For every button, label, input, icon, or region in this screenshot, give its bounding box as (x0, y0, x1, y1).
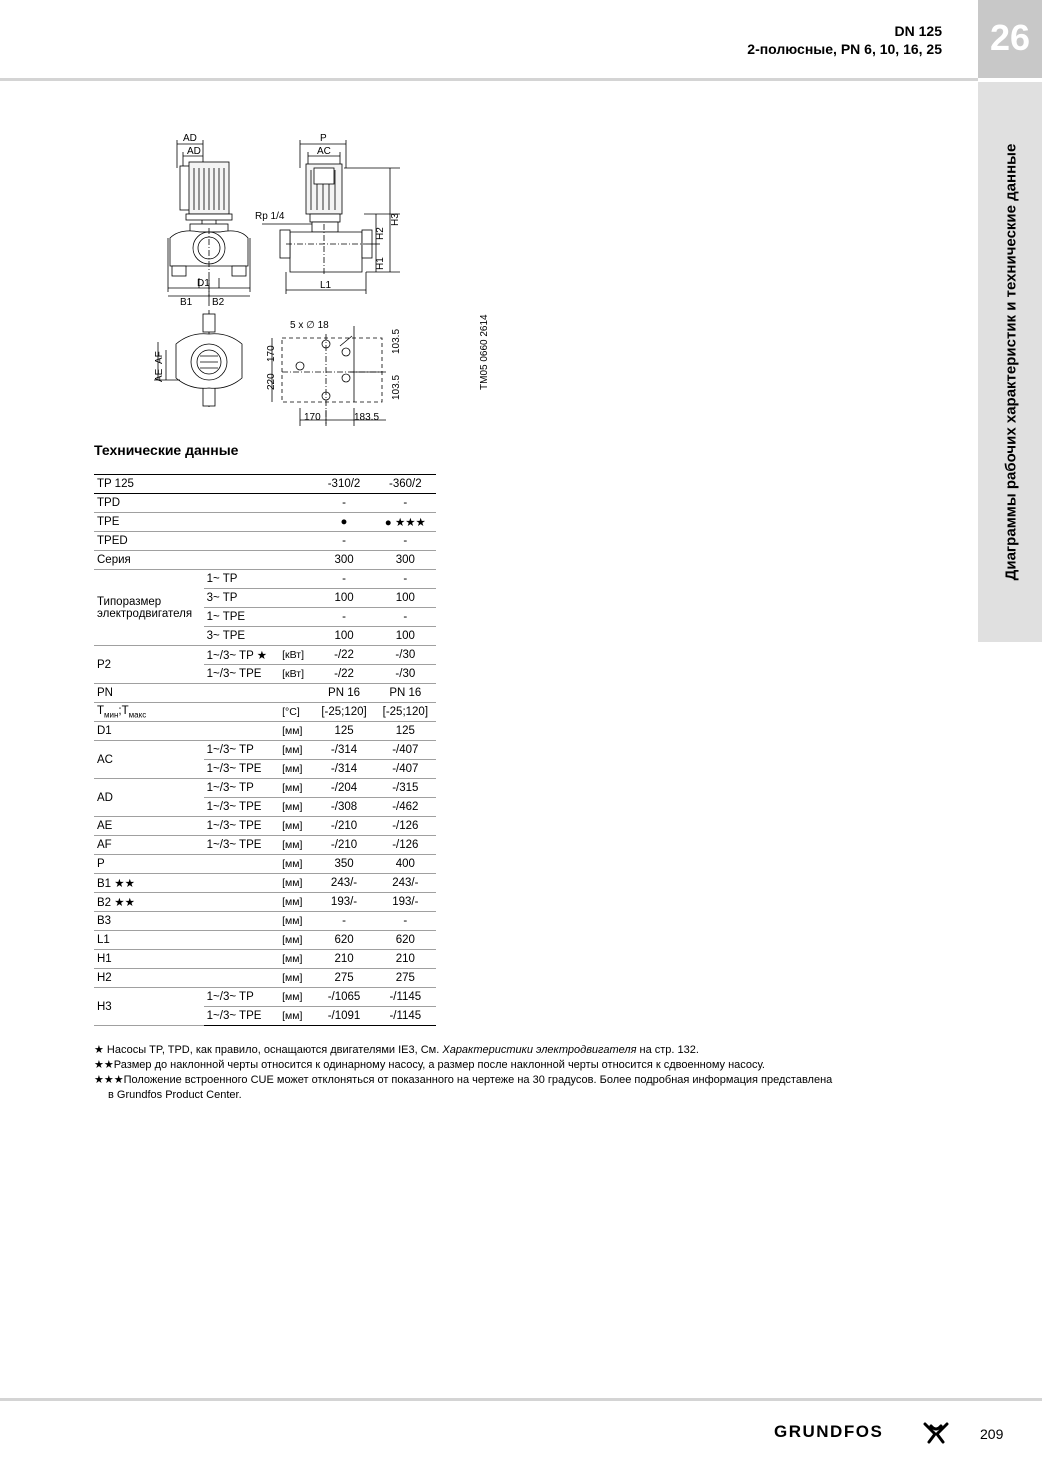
cell-v1: - (313, 608, 374, 627)
label-rp: Rp 1/4 (255, 211, 285, 222)
temp-t: T (97, 704, 105, 717)
dimension-drawing (140, 128, 500, 438)
table-row (94, 722, 436, 741)
label-170-v: 170 (266, 345, 277, 362)
cell-v1: 275 (313, 969, 374, 988)
cell-v1: 243/- (313, 874, 374, 893)
brand-logo: GRUNDFOS (774, 1422, 884, 1441)
row-unit: [мм] (279, 874, 313, 893)
cell-v2: 193/- (375, 893, 436, 912)
cell-v2: -/1145 (375, 1007, 436, 1026)
cell-v1: 620 (313, 931, 374, 950)
label-103-bot: 103.5 (391, 374, 402, 400)
table-row (94, 874, 436, 893)
row-label: AE (94, 817, 204, 836)
cell-v2: -/407 (375, 741, 436, 760)
table-row (94, 836, 436, 855)
cell-v1: 193/- (313, 893, 374, 912)
row-unit: [мм] (279, 836, 313, 855)
temp-max: макс (128, 710, 147, 720)
label-h2: H2 (375, 227, 386, 240)
table-row (94, 969, 436, 988)
cell-v1: 100 (313, 627, 374, 646)
row-label: PN (94, 684, 313, 703)
cell-v2: -/315 (375, 779, 436, 798)
table-row (94, 646, 436, 665)
cell-v2: ● ★★★ (375, 513, 436, 532)
table-row (94, 513, 436, 532)
cell-v1: -/1091 (313, 1007, 374, 1026)
table-row (94, 817, 436, 836)
label-ad-inner: AD (187, 146, 201, 157)
cell-v1: 125 (313, 722, 374, 741)
cell-v1: -/210 (313, 817, 374, 836)
header-divider (0, 78, 978, 81)
label-d1: D1 (197, 278, 210, 289)
row-sublabel: 1~/3~ TPE (204, 665, 280, 684)
row-sublabel: 1~/3~ TP ★ (204, 646, 280, 665)
table-row (94, 950, 436, 969)
row-label: AD (94, 779, 204, 817)
cell-v2: - (375, 532, 436, 551)
temp-min: мин (104, 710, 119, 720)
row-label (94, 703, 279, 722)
cell-v2: -/126 (375, 817, 436, 836)
row-unit: [мм] (279, 779, 313, 798)
footnote-2: ★★Размер до наклонной черты относится к одинарному насосу, а размер после наклонной черты относится к сдвоенному насосу. (94, 1059, 765, 1071)
cell-v1: - (313, 532, 374, 551)
brand-man-icon (923, 1420, 949, 1444)
row-unit: [мм] (279, 722, 313, 741)
cell-v1: ● (313, 513, 374, 532)
row-sublabel: 1~ TP (204, 570, 314, 589)
header-line-1: DN 125 (894, 23, 942, 39)
label-b2: B2 (212, 297, 225, 308)
cell-v2: 243/- (375, 874, 436, 893)
row-label: H3 (94, 988, 204, 1026)
label-103-top: 103.5 (391, 328, 402, 354)
footnote-3: ★★★Положение встроенного CUE может отклоняться от показанного на чертеже на 30 градусов. Более подробная информация представлена (94, 1074, 833, 1086)
drawing-code: TM05 0660 2614 (479, 314, 490, 390)
cell-v2: 100 (375, 627, 436, 646)
table-row (94, 684, 436, 703)
footnotes (94, 1043, 964, 1103)
row-label: H2 (94, 969, 279, 988)
row-label: P2 (94, 646, 204, 684)
cell-v2: PN 16 (375, 684, 436, 703)
spec-table (94, 474, 436, 1026)
label-183: 183.5 (354, 412, 380, 423)
row-sublabel: 1~ TPE (204, 608, 314, 627)
temp-sep: ;T (118, 704, 129, 717)
cell-v1: - (313, 570, 374, 589)
row-unit: [°C] (279, 703, 313, 722)
section-title: Технические данные (94, 442, 239, 458)
cell-v1: 300 (313, 551, 374, 570)
foundation-plan (272, 326, 386, 426)
footnote-1-link: Характеристики электродвигателя (442, 1044, 637, 1056)
header-col2: -360/2 (375, 475, 436, 494)
label-p: P (320, 133, 327, 144)
label-h3: H3 (390, 213, 401, 226)
table-row (94, 532, 436, 551)
label-l1: L1 (320, 280, 332, 291)
cell-v1: -/308 (313, 798, 374, 817)
row-sublabel: 1~/3~ TPE (204, 836, 280, 855)
table-row (94, 779, 436, 798)
header-line-2: 2-полюсные, PN 6, 10, 16, 25 (747, 41, 942, 57)
label-h1: H1 (375, 257, 386, 270)
cell-v1: PN 16 (313, 684, 374, 703)
cell-v2: -/30 (375, 665, 436, 684)
cell-v2: [-25;120] (375, 703, 436, 722)
row-label: AF (94, 836, 204, 855)
table-row (94, 912, 436, 931)
row-unit: [мм] (279, 760, 313, 779)
row-sublabel: 3~ TPE (204, 627, 314, 646)
cell-v2: 210 (375, 950, 436, 969)
cell-v2: -/1145 (375, 988, 436, 1007)
row-sublabel: 1~/3~ TPE (204, 760, 280, 779)
row-label: AC (94, 741, 204, 779)
row-sublabel: 1~/3~ TP (204, 988, 280, 1007)
cell-v2: 620 (375, 931, 436, 950)
cell-v2: -/30 (375, 646, 436, 665)
label-af: AF (154, 351, 165, 364)
label-holes: 5 x ∅ 18 (290, 320, 329, 331)
table-row (94, 551, 436, 570)
row-unit: [кВт] (279, 665, 313, 684)
row-sublabel: 1~/3~ TPE (204, 817, 280, 836)
cell-v2: - (375, 912, 436, 931)
cell-v2: -/126 (375, 836, 436, 855)
cell-v1: -/22 (313, 665, 374, 684)
cell-v1: -/210 (313, 836, 374, 855)
cell-v2: - (375, 608, 436, 627)
side-tab-label: Диаграммы рабочих характеристик и технические данные (1002, 143, 1020, 581)
cell-v1: -/204 (313, 779, 374, 798)
row-label: L1 (94, 931, 279, 950)
footnote-1-suffix: на стр. 132. (636, 1044, 699, 1056)
row-unit: [мм] (279, 855, 313, 874)
table-row (94, 893, 436, 912)
table-row (94, 931, 436, 950)
row-label: Типоразмер электродвигателя (94, 570, 204, 646)
row-sublabel: 3~ TP (204, 589, 314, 608)
row-label: D1 (94, 722, 279, 741)
label-220: 220 (266, 373, 277, 390)
cell-v2: - (375, 570, 436, 589)
table-row (94, 988, 436, 1007)
cell-v2: 400 (375, 855, 436, 874)
label-170-h: 170 (304, 412, 321, 423)
label-ad-outer: AD (183, 133, 197, 144)
row-unit: [мм] (279, 969, 313, 988)
cell-v1: 210 (313, 950, 374, 969)
cell-v2: 100 (375, 589, 436, 608)
row-label: TPD (94, 494, 313, 513)
header-label: TP 125 (94, 475, 313, 494)
row-label: Серия (94, 551, 313, 570)
cell-v2: 300 (375, 551, 436, 570)
row-unit: [мм] (279, 950, 313, 969)
header-col1: -310/2 (313, 475, 374, 494)
footnote-3-cont: в Grundfos Product Center. (108, 1089, 242, 1101)
row-unit: [мм] (279, 817, 313, 836)
row-unit: [кВт] (279, 646, 313, 665)
cell-v1: - (313, 912, 374, 931)
row-label: P (94, 855, 279, 874)
footer-divider (0, 1398, 1042, 1401)
cell-v1: 350 (313, 855, 374, 874)
cell-v2: 275 (375, 969, 436, 988)
label-ae: AE (154, 368, 165, 382)
table-row (94, 855, 436, 874)
row-unit: [мм] (279, 798, 313, 817)
label-ac: AC (317, 146, 331, 157)
row-unit: [мм] (279, 741, 313, 760)
cell-v1: - (313, 494, 374, 513)
cell-v1: -/1065 (313, 988, 374, 1007)
table-row (94, 703, 436, 722)
row-sublabel: 1~/3~ TP (204, 779, 280, 798)
top-view (154, 310, 242, 408)
cell-v2: -/407 (375, 760, 436, 779)
cell-v1: -/314 (313, 760, 374, 779)
row-unit: [мм] (279, 912, 313, 931)
row-label: B3 (94, 912, 279, 931)
table-header-row (94, 475, 436, 494)
row-label: TPED (94, 532, 313, 551)
row-label: B2 ★★ (94, 893, 279, 912)
table-row (94, 741, 436, 760)
cell-v1: 100 (313, 589, 374, 608)
row-unit: [мм] (279, 893, 313, 912)
row-unit: [мм] (279, 931, 313, 950)
row-unit: [мм] (279, 988, 313, 1007)
footnote-1 (94, 1043, 964, 1058)
cell-v2: - (375, 494, 436, 513)
row-label: B1 ★★ (94, 874, 279, 893)
row-sublabel: 1~/3~ TPE (204, 798, 280, 817)
row-label: TPE (94, 513, 313, 532)
cell-v2: 125 (375, 722, 436, 741)
footnote-1-prefix: ★ Насосы TP, TPD, как правило, оснащаются двигателями IE3, См. (94, 1044, 443, 1056)
row-label: H1 (94, 950, 279, 969)
cell-v2: -/462 (375, 798, 436, 817)
row-unit: [мм] (279, 1007, 313, 1026)
row-sublabel: 1~/3~ TPE (204, 1007, 280, 1026)
page-header-title (747, 22, 942, 58)
label-b1: B1 (180, 297, 193, 308)
cell-v1: -/22 (313, 646, 374, 665)
chapter-number: 26 (989, 17, 1031, 58)
table-row (94, 570, 436, 589)
page-number: 209 (980, 1426, 1004, 1442)
table-row (94, 494, 436, 513)
cell-v1: [-25;120] (313, 703, 374, 722)
row-sublabel: 1~/3~ TP (204, 741, 280, 760)
cell-v1: -/314 (313, 741, 374, 760)
